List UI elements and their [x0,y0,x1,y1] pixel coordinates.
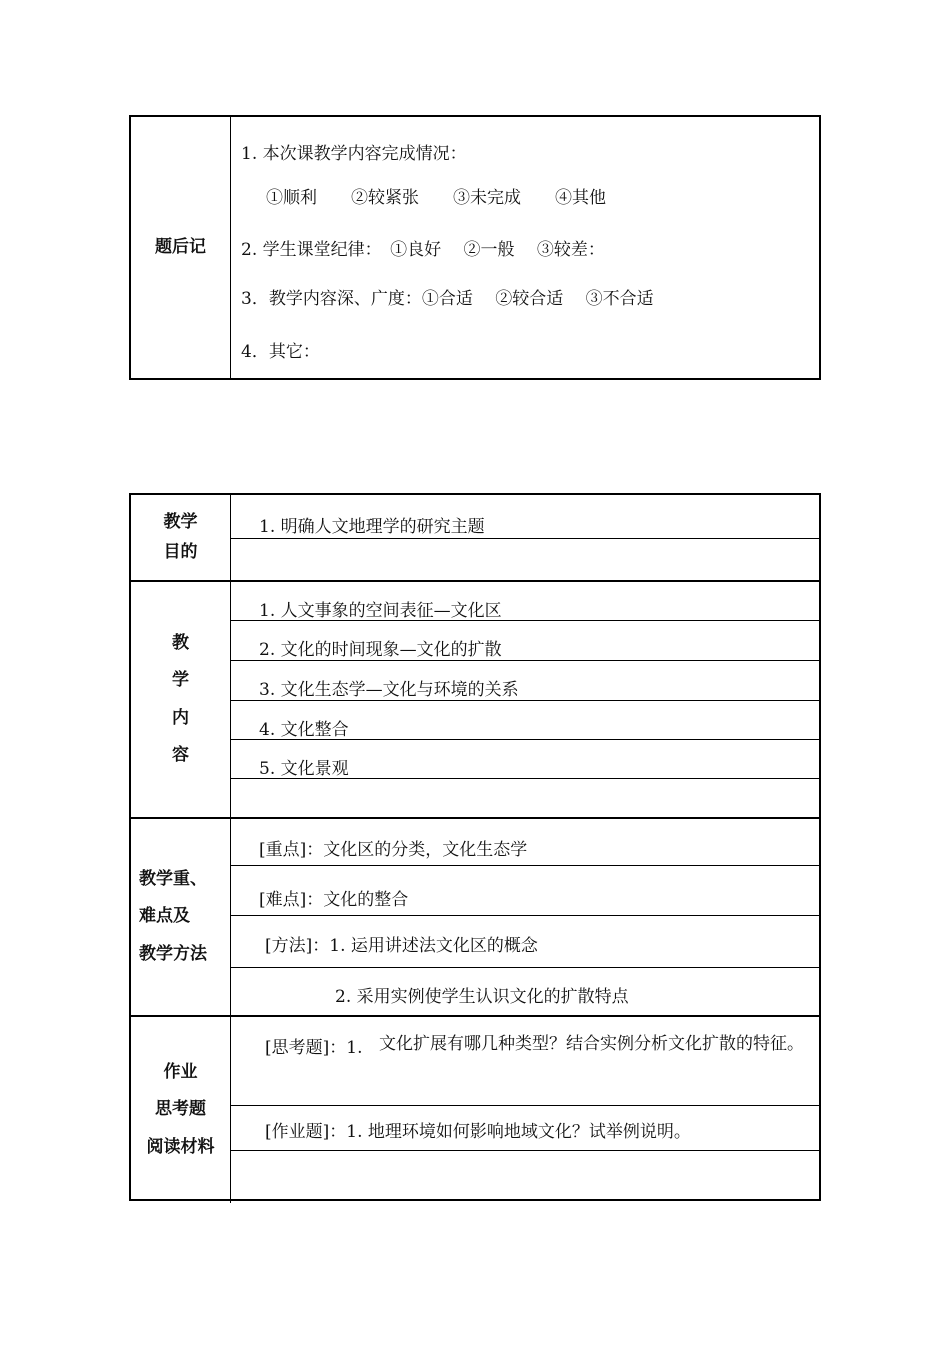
teaching-goal-header: 教学 目的 [131,495,231,580]
key-point: [重点]：文化区的分类，文化生态学 [259,840,528,860]
row-divider [231,1150,819,1151]
row-divider [231,1105,819,1106]
content-item: 2. 文化的时间现象—文化的扩散 [259,640,502,660]
row-divider [231,739,819,740]
row-divider [231,915,819,916]
difficult-point: [难点]：文化的整合 [259,890,409,910]
goal-item: 1. 明确人文地理学的研究主题 [259,517,485,537]
discipline-question: 2. 学生课堂纪律： ①良好 ②一般 ③较差： [241,240,605,260]
teaching-method-2: 2. 采用实例使学生认识文化的扩散特点 [335,987,629,1007]
content-item: 3. 文化生态学—文化与环境的关系 [259,680,519,700]
keypoints-method-header: 教学重、 难点及 教学方法 [131,819,231,1015]
content-item: 5. 文化景观 [259,759,349,779]
homework-question: [作业题]：1. 地理环境如何影响地域文化？试举例说明。 [265,1122,691,1142]
teaching-method: [方法]：1. 运用讲述法文化区的概念 [265,936,538,956]
other-question: 4．其它： [241,342,320,362]
completion-question: 1. 本次课教学内容完成情况： [241,144,467,164]
lesson-plan-table [129,493,821,1201]
section-divider [131,817,819,819]
row-divider [231,620,819,621]
row-divider [231,660,819,661]
row-divider [231,700,819,701]
homework-header: 作业 思考题 阅读材料 [131,1017,231,1203]
teaching-content-header: 教 学 内 容 [131,582,231,817]
thinking-question: 文化扩展有哪几种类型？结合实例分析文化扩散的特征。 [379,1034,804,1054]
row-divider [231,538,819,539]
completion-options: ①顺利 ②较紧张 ③未完成 ④其他 [266,188,606,208]
post-class-notes-header: 题后记 [131,117,231,378]
content-item: 1. 人文事象的空间表征—文化区 [259,601,502,621]
section-divider [131,1015,819,1017]
row-divider [231,778,819,779]
depth-question: 3．教学内容深、广度：①合适 ②较合适 ③不合适 [241,289,654,309]
section-divider [131,580,819,582]
post-class-notes-table [129,115,821,380]
thinking-question-label: [思考题]：1. [265,1038,363,1058]
row-divider [231,865,819,866]
content-item: 4. 文化整合 [259,720,349,740]
row-divider [231,967,819,968]
